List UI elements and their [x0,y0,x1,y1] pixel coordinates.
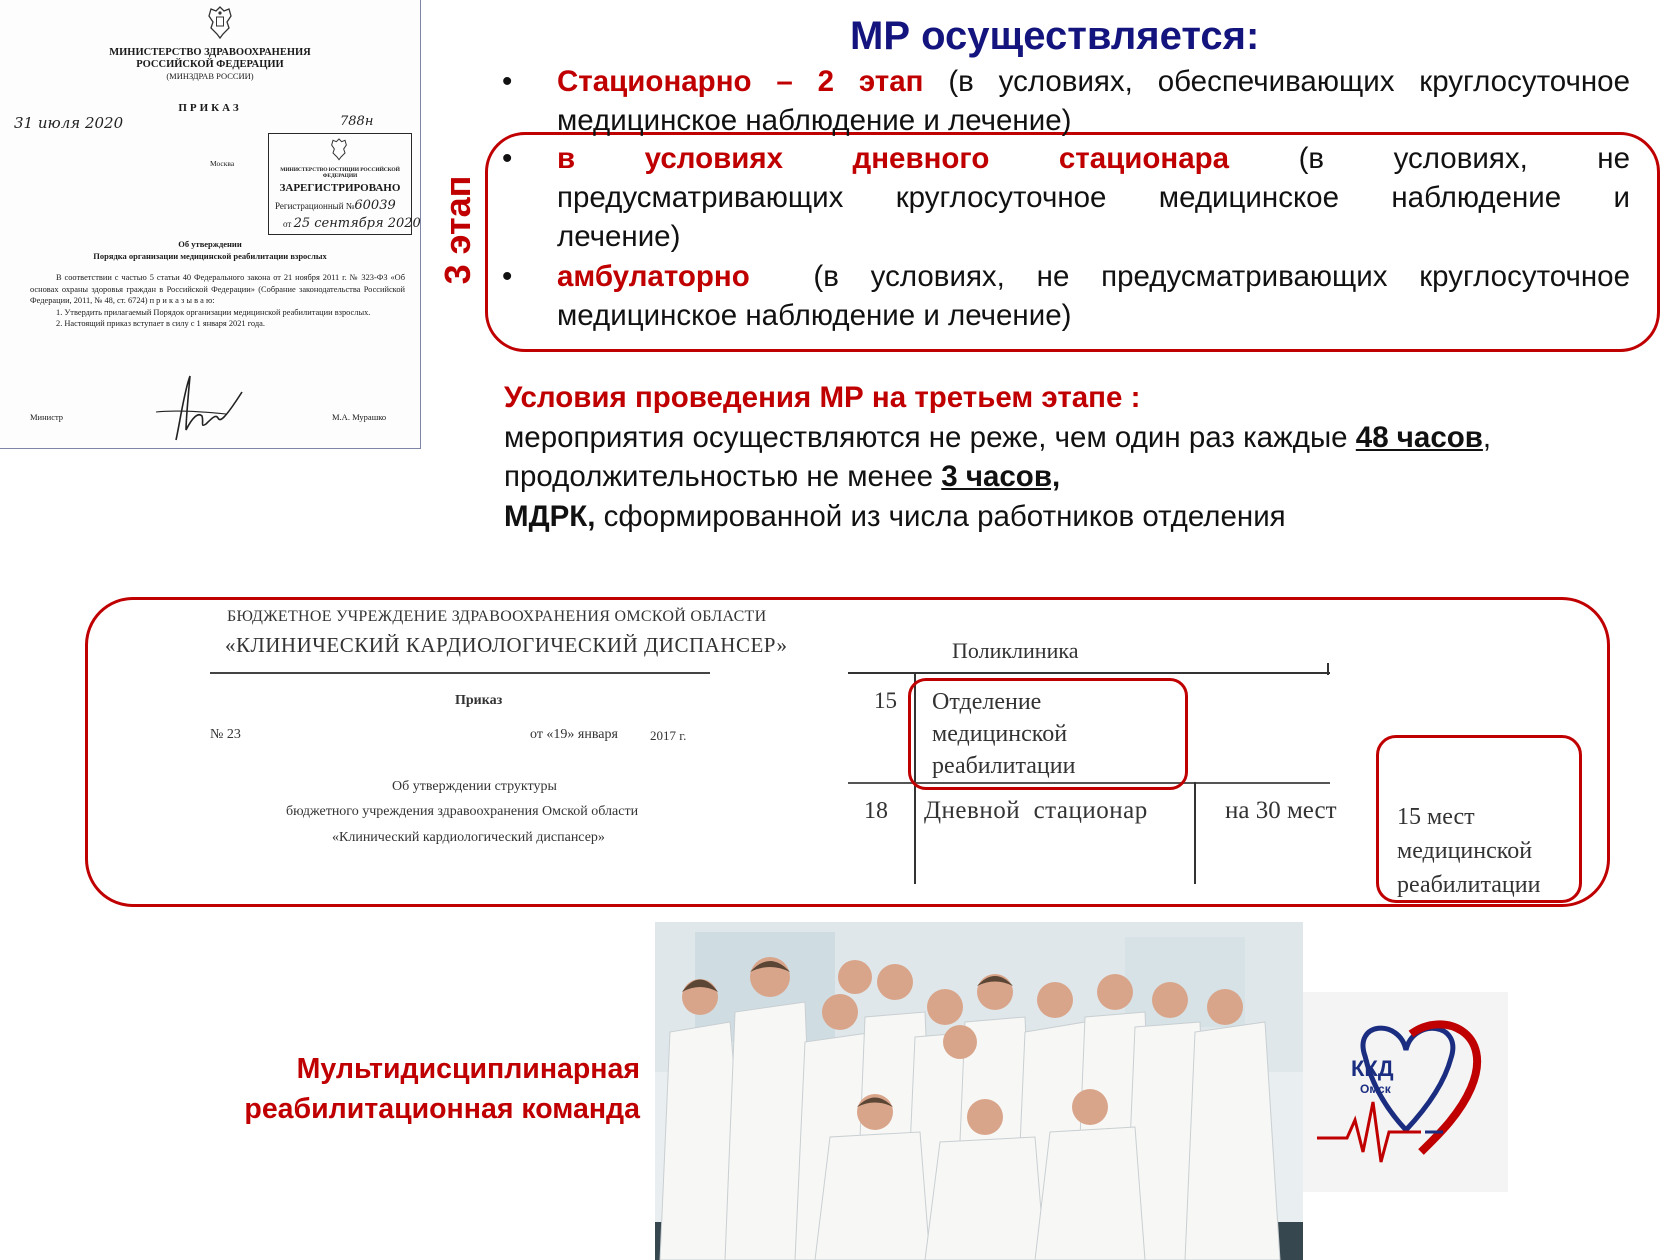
bullet-item-day-hospital [490,139,1630,256]
table-section-header: Поликлиника [952,638,1079,663]
ministry-short: (МИНЗДРАВ РОССИИ) [166,71,254,81]
ministry-line-1: МИНИСТЕРСТВО ЗДРАВООХРАНЕНИЯ [109,47,311,58]
bullet-marker: • [502,260,513,293]
team-caption: Мультидисциплинарная реабилитационная команда [244,1053,640,1125]
decree-body [30,272,405,330]
conditions-block [504,378,1654,536]
stamp-date-row [283,216,421,231]
conditions-team-abbr: МДРК, [504,499,596,533]
stamp-date: 25 сентября 2020 [293,216,421,231]
heart-logo-icon [1303,992,1508,1192]
minister-label: Министр [30,412,64,422]
decree-about-2: Порядка организации медицинской реабилитации взрослых [93,251,327,261]
stamp-registered: ЗАРЕГИСТРИРОВАНО [279,182,401,194]
table-row-2-number: 18 [864,798,888,824]
team-photo [655,922,1303,1260]
order-year: 2017 г. [650,728,687,743]
conditions-line-2 [504,457,1654,497]
table-row-1-number: 15 [874,688,897,713]
order-org-line-2: «КЛИНИЧЕСКИЙ КАРДИОЛОГИЧЕСКИЙ ДИСПАНСЕР» [225,633,788,657]
bullet-highlight: Стационарно – 2 этап [557,65,924,98]
decree-paragraph-2: 1. Утвердить прилагаемый Порядок организации медицинской реабилитации взрослых. [56,307,371,317]
order-divider [210,672,710,674]
ministry-line-2: РОССИЙСКОЙ ФЕДЕРАЦИИ [136,59,284,70]
bullet-marker: • [502,65,513,98]
rehab-beds-highlight [1376,735,1582,903]
stamp-ministry: МИНИСТЕРСТВО ЮСТИЦИИ РОССИЙСКОЙ ФЕДЕРАЦИИ [280,167,400,179]
bullet-highlight: амбулаторно [557,260,750,293]
stamp-reg-number: 60039 [354,198,396,213]
conditions-text: мероприятия осуществляются не реже, чем один раз каждые [504,420,1356,454]
bullet-text: (в условиях, обеспечивающих круглосуточное медицинское наблюдение и лечение) [557,65,1630,137]
decree-city: Москва [210,159,235,168]
conditions-duration: 3 часов, [941,460,1061,493]
kkd-logo [1303,992,1508,1192]
decree-about-1: Об утверждении [178,239,242,249]
bullet-list [490,62,1639,335]
bullet-line-1 [557,139,1630,178]
decree-date: 31 июля 2020 [14,114,124,132]
decree-scan [0,0,421,449]
conditions-text: сформированной из числа работников отделения [595,499,1286,533]
order-about-3: «Клинический кардиологический диспансер» [332,830,605,845]
stamp-reg-label: Регистрационный № [275,201,355,211]
bullet-line-3: лечение) [557,220,681,253]
bullet-text: (в условиях, не предусматривающих круглосуточное медицинское наблюдение и лечение) [557,260,1639,332]
coat-of-arms-icon [205,4,235,40]
logo-subtext: Омск [1360,1082,1391,1096]
signature-icon [146,372,246,444]
table-row-2-beds: на 30 мест [1225,797,1337,824]
bullet-item-inpatient [490,62,1630,140]
conditions-line-1 [504,418,1654,458]
bullet-line-2: предусматривающих круглосуточное медицинское наблюдение и [557,181,1630,214]
decree-doc-type: ПРИКАЗ [178,102,242,114]
conditions-text: продолжительностью не менее [504,460,942,493]
stamp-date-label: от [283,219,292,229]
decree-number: 788н [340,114,374,129]
stage-label-text: 3 этап [437,175,478,285]
page-title: МР осуществляется: [850,14,1260,58]
stage-label [428,160,488,300]
bullet-item-outpatient [490,257,1639,335]
conditions-line-3 [504,497,1654,537]
stamp-reg-number-row [275,198,396,213]
order-date: от «19» января [530,727,618,742]
registration-stamp [268,133,421,235]
table-rule-tick [1327,663,1329,675]
table-row-1-name: Отделение медицинской реабилитации [932,689,1076,779]
table-row-2-rehab-beds: 15 мест медицинской реабилитации [1397,804,1541,898]
conditions-comma: , [1482,420,1492,454]
decree-paragraph-3: 2. Настоящий приказ вступает в силу с 1 января 2021 года. [56,319,265,329]
rehab-department-highlight [908,678,1188,790]
conditions-hours: 48 часов [1355,420,1483,454]
minister-name: М.А. Мурашко [332,412,387,422]
order-org-line-1: БЮДЖЕТНОЕ УЧРЕЖДЕНИЕ ЗДРАВООХРАНЕНИЯ ОМСКОЙ ОБЛАСТИ [227,608,767,625]
bullet-highlight: в условиях дневного стационара [557,142,1230,175]
order-number: № 23 [210,727,241,742]
conditions-heading: Условия проведения МР на третьем этапе : [504,381,1141,414]
table-row-2-name: Дневной стационар [924,797,1148,824]
bullet-marker: • [502,142,513,175]
decree-paragraph-1: В соответствии с частью 5 статьи 40 Федерального закона от 21 ноября 2011 г. № 323-ФЗ «Об основах охраны здоровья граждан в Российской Федерации» (Собрание законодательства Российской Федерации, 2011, № 48, ст. 6724) п р и к а з ы в а ю: [30,273,405,306]
order-about-2: бюджетного учреждения здравоохранения Омской области [286,804,639,819]
order-about-1: Об утверждении структуры [392,779,557,794]
logo-text: ККД [1351,1056,1394,1081]
table-rule [848,672,1330,674]
stamp-crest-icon [329,137,349,161]
bullet-text: (в условиях, не [1229,142,1630,175]
order-doc-type: Приказ [455,693,503,708]
table-column-rule [1194,782,1196,884]
